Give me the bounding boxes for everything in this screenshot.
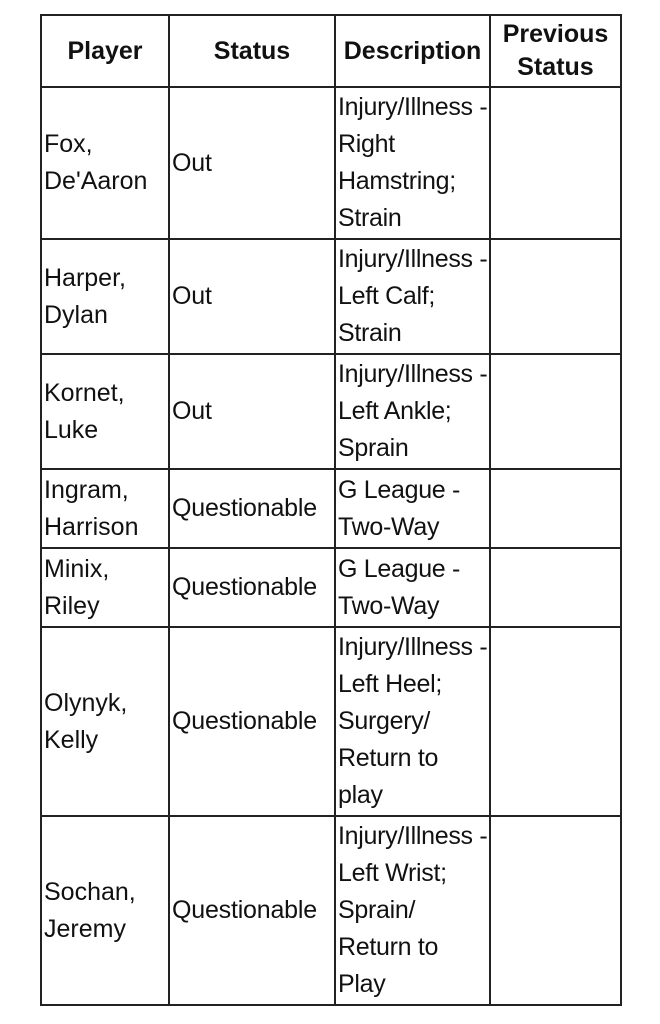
- table-row: [41, 469, 621, 548]
- player-name: Minix, Riley: [41, 548, 169, 627]
- player-name: Kornet, Luke: [41, 354, 169, 469]
- previous-status: [490, 548, 621, 627]
- table-row: [41, 627, 621, 816]
- player-name: Harper, Dylan: [41, 239, 169, 354]
- status-description: G League - Two-Way: [335, 469, 490, 548]
- status-description: Injury/Illness - Left Calf; Strain: [335, 239, 490, 354]
- table-row: [41, 548, 621, 627]
- player-status: Out: [169, 354, 335, 469]
- table-row: [41, 87, 621, 239]
- player-name: Sochan, Jeremy: [41, 816, 169, 1005]
- table-row: [41, 354, 621, 469]
- previous-status: [490, 627, 621, 816]
- player-status: Out: [169, 239, 335, 354]
- player-status: Questionable: [169, 469, 335, 548]
- table-row: [41, 816, 621, 1005]
- status-description: Injury/Illness - Right Hamstring; Strain: [335, 87, 490, 239]
- header-row: [41, 15, 621, 87]
- player-status: Questionable: [169, 627, 335, 816]
- player-status: Out: [169, 87, 335, 239]
- header-previous-status: Previous Status: [490, 15, 621, 87]
- injury-report-table: [40, 14, 622, 1006]
- status-description: Injury/Illness - Left Ankle; Sprain: [335, 354, 490, 469]
- previous-status: [490, 87, 621, 239]
- table-row: [41, 239, 621, 354]
- status-description: Injury/Illness - Left Wrist; Sprain/ Return to Play: [335, 816, 490, 1005]
- previous-status: [490, 239, 621, 354]
- header-status: Status: [169, 15, 335, 87]
- player-status: Questionable: [169, 816, 335, 1005]
- player-status: Questionable: [169, 548, 335, 627]
- player-name: Fox, De'Aaron: [41, 87, 169, 239]
- header-player: Player: [41, 15, 169, 87]
- previous-status: [490, 354, 621, 469]
- status-description: G League - Two-Way: [335, 548, 490, 627]
- header-description: Description: [335, 15, 490, 87]
- previous-status: [490, 469, 621, 548]
- status-description: Injury/Illness - Left Heel; Surgery/ Return to play: [335, 627, 490, 816]
- player-name: Ingram, Harrison: [41, 469, 169, 548]
- player-name: Olynyk, Kelly: [41, 627, 169, 816]
- previous-status: [490, 816, 621, 1005]
